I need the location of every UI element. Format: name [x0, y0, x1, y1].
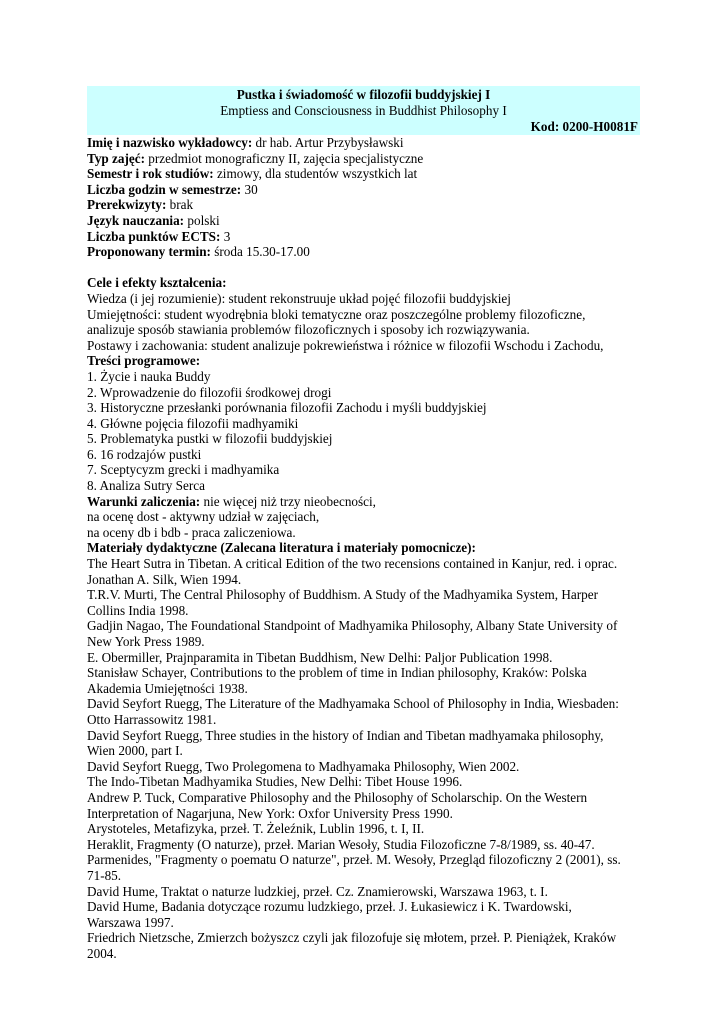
- bibliography-line: 71-85.: [87, 867, 122, 883]
- info-term: [87, 244, 640, 260]
- program-item: 8. Analiza Sutry Serca: [87, 478, 205, 494]
- program-section: [87, 353, 640, 493]
- program-item: 1. Życie i nauka Buddy: [87, 368, 211, 384]
- info-class-type: [87, 151, 640, 167]
- bibliography-line: T.R.V. Murti, The Central Philosophy of Buddhism. A Study of the Madhyamika System, Harper: [87, 587, 598, 603]
- bibliography-line: David Hume, Traktat o naturze ludzkiej, przeł. Cz. Znamierowski, Warszawa 1963, t. I.: [87, 883, 548, 899]
- bibliography-line: Akademia Umiejętności 1938.: [87, 680, 248, 696]
- bibliography-line: David Seyfort Ruegg, Two Prolegomena to Madhyamaka Philosophy, Wien 2002.: [87, 758, 520, 774]
- bibliography-line: Otto Harrassowitz 1981.: [87, 711, 217, 727]
- info-ects: [87, 229, 640, 245]
- bibliography-line: Andrew P. Tuck, Comparative Philosophy and the Philosophy of Scholarschip. On the Western: [87, 789, 588, 805]
- goals-line: Wiedza (i jej rozumienie): student rekonstruuje układ pojęć filozofii buddyjskiej: [87, 290, 511, 306]
- course-code: Kod: 0200-H0081F: [530, 119, 638, 134]
- info-value: polski: [184, 212, 220, 228]
- info-semester: [87, 166, 640, 182]
- info-value: przedmiot monograficzny II, zajęcia specjalistyczne: [144, 150, 424, 166]
- info-prerequisites: [87, 197, 640, 213]
- materials-section: [87, 540, 640, 961]
- bibliography-line: Interpretation of Nagarjuna, New York: Oxfor University Press 1990.: [87, 805, 453, 821]
- spacer: [87, 260, 640, 276]
- info-value: zimowy, dla studentów wszystkich lat: [213, 166, 418, 182]
- bibliography-line: Collins India 1998.: [87, 602, 189, 618]
- conditions-first-line: nie więcej niż trzy nieobecności,: [200, 493, 376, 509]
- bibliography-line: E. Obermiller, Prajnparamita in Tibetan Buddhism, New Delhi: Paljor Publication 1998.: [87, 649, 553, 665]
- info-hours: [87, 182, 640, 198]
- bibliography-line: Warszawa 1997.: [87, 914, 174, 930]
- conditions-heading: Warunki zaliczenia:: [87, 493, 201, 509]
- bibliography-line: Wien 2000, part I.: [87, 743, 183, 759]
- info-value: 3: [220, 228, 231, 244]
- info-label: Typ zajęć:: [87, 150, 145, 166]
- program-item: 5. Problematyka pustki w filozofii buddyjskiej: [87, 431, 333, 447]
- bibliography-line: David Hume, Badania dotyczące rozumu ludzkiego, przeł. J. Łukasiewicz i K. Twardowski,: [87, 899, 572, 915]
- bibliography-line: Arystoteles, Metafizyka, przeł. T. Żeleźnik, Lublin 1996, t. I, II.: [87, 821, 425, 837]
- bibliography-line: The Heart Sutra in Tibetan. A critical Edition of the two recensions contained in Kanjur, red. i oprac.: [87, 556, 618, 572]
- info-value: środa 15.30-17.00: [210, 244, 310, 260]
- goals-line: Postawy i zachowania: student analizuje pokrewieństwa i różnice w filozofii Wschodu i Zachodu,: [87, 337, 604, 353]
- info-label: Proponowany termin:: [87, 244, 211, 260]
- info-value: 30: [241, 181, 258, 197]
- info-lecturer: [87, 135, 640, 151]
- program-item: 3. Historyczne przesłanki porównania filozofii Zachodu i myśli buddyjskiej: [87, 400, 487, 416]
- bibliography-line: David Seyfort Ruegg, Three studies in the history of Indian and Tibetan madhyamaka philosophy,: [87, 727, 604, 743]
- bibliography-line: 2004.: [87, 945, 117, 961]
- info-value: dr hab. Artur Przybysławski: [252, 135, 404, 150]
- goals-heading: Cele i efekty kształcenia:: [87, 275, 227, 291]
- course-title-polish: Pustka i świadomość w filozofii buddyjskiej I: [236, 87, 491, 102]
- bibliography-line: Heraklit, Fragmenty (O naturze), przeł. Marian Wesoły, Studia Filozoficzne 7-8/1989, ss. 40-47.: [87, 836, 595, 852]
- info-label: Prerekwizyty:: [87, 197, 167, 213]
- conditions-section: [87, 494, 640, 541]
- goals-line: Umiejętności: student wyodrębnia bloki tematyczne oraz poszczególne problemy filozoficzne,: [87, 306, 586, 322]
- goals-line: analizuje sposób stawiania problemów filozoficznych i sposoby ich rozwiązywania.: [87, 322, 530, 338]
- bibliography-line: Parmenides, "Fragmenty o poematu O naturze", przeł. M. Wesoły, Przegląd filozoficzny 2 (2001), ss.: [87, 852, 621, 868]
- conditions-line: na ocenę dost - aktywny udział w zajęciach,: [87, 509, 320, 525]
- bibliography-line: Gadjin Nagao, The Foundational Standpoint of Madhyamika Philosophy, Albany State University of: [87, 618, 618, 634]
- syllabus-document: [87, 86, 640, 961]
- program-item: 4. Główne pojęcia filozofii madhyamiki: [87, 415, 299, 431]
- info-label: Język nauczania:: [87, 212, 185, 228]
- materials-heading: Materiały dydaktyczne (Zalecana literatura i materiały pomocnicze):: [87, 540, 476, 556]
- info-label: Semestr i rok studiów:: [87, 166, 214, 182]
- bibliography-line: Friedrich Nietzsche, Zmierzch bożyszcz czyli jak filozofuje się młotem, przeł. P. Pieniążek, Kraków: [87, 930, 617, 946]
- info-label: Liczba godzin w semestrze:: [87, 181, 242, 197]
- goals-section: [87, 275, 640, 353]
- info-value: brak: [166, 197, 194, 213]
- program-heading: Treści programowe:: [87, 353, 201, 369]
- info-language: [87, 213, 640, 229]
- info-label: Imię i nazwisko wykładowcy:: [87, 135, 253, 150]
- program-item: 2. Wprowadzenie do filozofii środkowej drogi: [87, 384, 332, 400]
- program-item: 6. 16 rodzajów pustki: [87, 446, 202, 462]
- course-header-banner: [87, 86, 640, 135]
- bibliography-line: David Seyfort Ruegg, The Literature of the Madhyamaka School of Philosophy in India, Wiesbaden:: [87, 696, 619, 712]
- course-info: [87, 135, 640, 260]
- bibliography-line: The Indo-Tibetan Madhyamika Studies, New Delhi: Tibet House 1996.: [87, 774, 463, 790]
- program-item: 7. Sceptycyzm grecki i madhyamika: [87, 462, 280, 478]
- conditions-line: na oceny db i bdb - praca zaliczeniowa.: [87, 524, 296, 540]
- bibliography-line: New York Press 1989.: [87, 634, 205, 649]
- bibliography-line: Jonathan A. Silk, Wien 1994.: [87, 571, 242, 587]
- course-title-english: Emptiess and Consciousness in Buddhist Philosophy I: [220, 103, 507, 118]
- bibliography-line: Stanisław Schayer, Contributions to the problem of time in Indian philosophy, Kraków: Polska: [87, 665, 587, 681]
- info-label: Liczba punktów ECTS:: [87, 228, 221, 244]
